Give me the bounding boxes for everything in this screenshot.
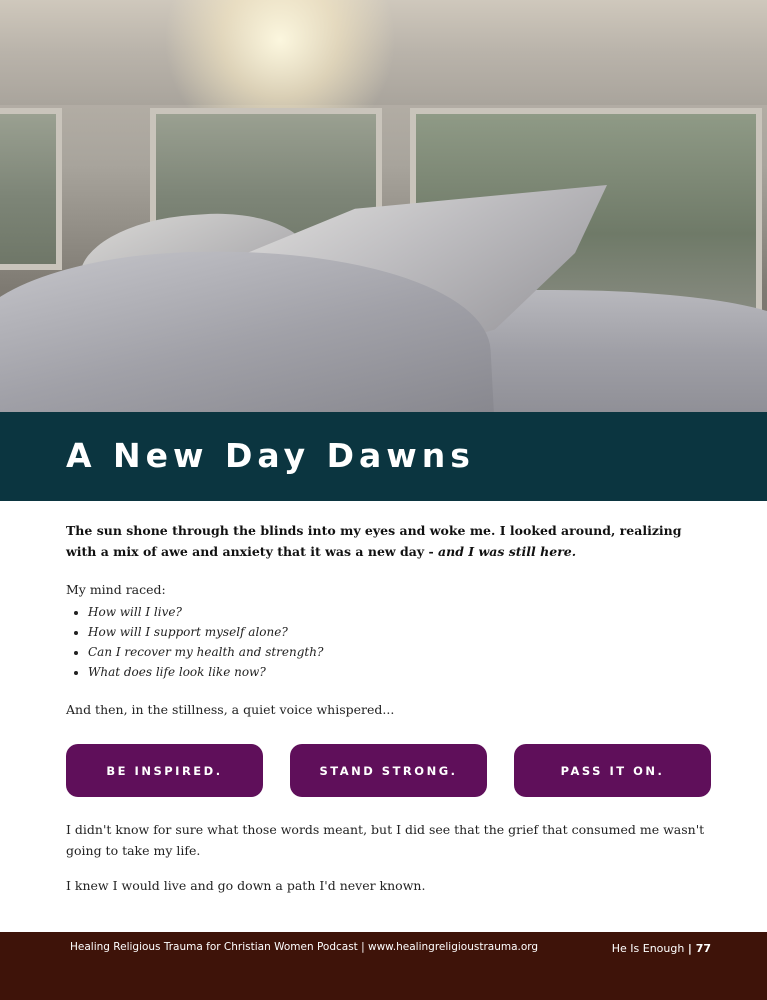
intro-block	[66, 520, 706, 562]
intro-paragraph	[66, 520, 706, 562]
page-number: 77	[691, 942, 711, 955]
list-item: • What does life look like now?	[88, 662, 323, 682]
be-inspired-button[interactable]: BE INSPIRED.	[66, 744, 263, 797]
questions-list	[66, 602, 323, 682]
book-title: He Is Enough	[611, 942, 688, 955]
intro-text: The sun shone through the blinds into my eyes and woke me. I looked around, realizing with a mix of awe and anxiety that it was a new day -	[66, 523, 682, 559]
page-title: A New Day Dawns	[66, 436, 475, 475]
pass-it-on-button[interactable]: PASS IT ON.	[514, 744, 711, 797]
page-footer	[0, 932, 767, 1000]
footer-separator: |	[687, 942, 692, 955]
list-item: • How will I live?	[88, 602, 323, 622]
path-paragraph: I knew I would live and go down a path I'd never known.	[66, 878, 426, 893]
window-pane-left	[0, 108, 62, 270]
footer-page-info	[612, 942, 711, 955]
stand-strong-button[interactable]: STAND STRONG.	[290, 744, 487, 797]
intro-emphasis: and I was still here.	[438, 544, 577, 559]
grief-paragraph: I didn't know for sure what those words meant, but I did see that the grief that consumed me wasn't going to take my life.	[66, 822, 705, 858]
mind-raced-text: My mind raced:	[66, 582, 166, 597]
list-item: • Can I recover my health and strength?	[88, 642, 323, 662]
title-banner	[0, 412, 767, 501]
hero-photo	[0, 0, 767, 412]
footer-source-text: Healing Religious Trauma for Christian Women Podcast | www.healingreligioustrauma.org	[70, 941, 539, 953]
list-item: • How will I support myself alone?	[88, 622, 323, 642]
whisper-text: And then, in the stillness, a quiet voice whispered...	[66, 702, 395, 717]
